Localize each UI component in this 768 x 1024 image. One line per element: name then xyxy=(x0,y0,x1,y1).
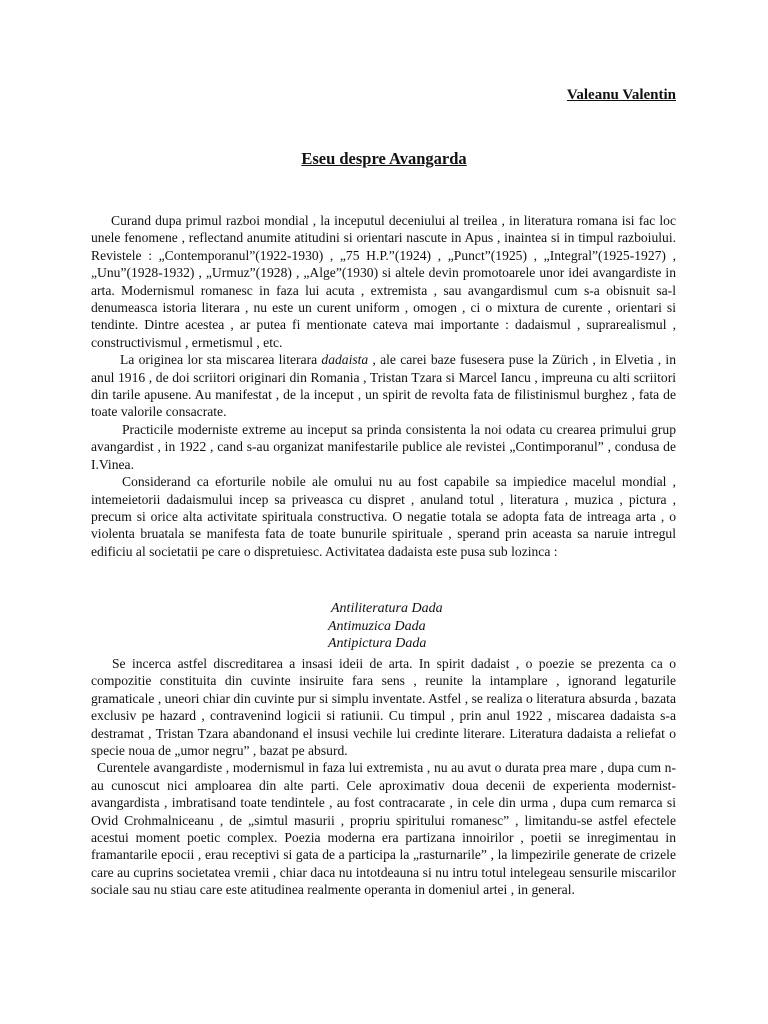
essay-body-part-2 xyxy=(91,655,676,899)
document-title: Eseu despre Avangarda xyxy=(301,149,467,168)
paragraph-4: Considerand ca eforturile nobile ale omului nu au fost capabile sa impiedice macelul mondial , intemeietorii dadaismului incep sa priveasca cu dispret , anuland totul , literatura , muzica , pictura , precum si orice alta activitate spirituala constructiva. O negatie totala se adopta fata de intreaga arta , o violenta bruatala se manifesta fata de toate bunurile spirituale , sperand prin aceasta sa naruie intregul edificiu al societatii pe care o dispretuiesc. Activitatea dadaista este pusa sub lozinca : xyxy=(91,474,676,559)
paragraph-2-start: La originea lor sta miscarea literara xyxy=(120,352,322,368)
paragraph-6: Curentele avangardiste , modernismul in faza lui extremista , nu au avut o durata prea mare , dupa cum n-au cunoscut nici amploarea din alte parti. Cele aproximativ doua decenii de experienta modernist-avangardista , imbratisand toate tendintele , au fost contracarate , in cele din urma , dupa cum remarca si Ovid Crohmalniceanu , de „simtul masurii , propriu spiritului romanesc” , limitandu-se astfel efectele acestui moment poetic complex. Poezia moderna era partizana innoirilor , poetii se inregimentau in framantarile epocii , erau receptivi si gata de a participa la „rasturnarile” , la limpezirile generate de crizele care au cuprins societatea vremii , chiar daca nu intotdeauna si nu intru totul intelegeau sensurile miscarilor sociale sau nu stiau care este atitudinea realmente operanta in domeniul artei , in general. xyxy=(91,760,676,898)
paragraph-5: Se incerca astfel discreditarea a insasi ideii de arta. In spirit dadaist , o poezie se prezenta ca o compozitie constituita din cuvinte insiruite fara sens , reunite la intamplare , ignorand legaturile gramaticale , uneori chiar din cuvinte pur si simplu inventate. Astfel , se realiza o literatura absurda , bazata exclusiv pe hazard , contravenind logicii si ratiunii. Cu timpul , prin anul 1922 , miscarea dadaista s-a destramat , Tristan Tzara abandonand el insusi vechile lui credinte literare. Literatura dadaista a reliefat o specie noua de „umor negru” , bazat pe absurd. xyxy=(91,656,676,759)
verse-line-2: Antimuzica Dada xyxy=(328,618,426,634)
paragraph-2-rest: , ale carei baze fusesera puse la Zürich , in Elvetia , in anul 1916 , de doi scriitori originari din Romania , Tristan Tzara si Marcel Iancu , impreuna cu alti scriitori din tarile apusene. Au manifestat , de la inceput , un spirit de revolta fata de filistinismul burghez , fata de toate valorile consacrate. xyxy=(91,352,676,420)
author-name: Valeanu Valentin xyxy=(566,87,676,103)
verse-line-3: Antipictura Dada xyxy=(328,636,427,651)
slogan-verse xyxy=(328,600,443,653)
paragraph-2 xyxy=(91,351,676,421)
paragraph-1: Curand dupa primul razboi mondial , la inceputul deceniului al treilea , in literatura romana isi fac loc unele fenomene , reflectand anumite atitudini si orientari nascute in Apus , inaintea si in timpul razboiului. Revistele : „Contemporanul”(1922-1930) , „75 H.P.”(1924) , „Punct”(1925) , „Integral”(1925-1927) , „Unu”(1928-1932) , „Urmuz”(1928) , „Alge”(1930) si altele devin promotoarele unor idei avangardiste in arta. Modernismul romanesc in faza lui acuta , extremista , sau avangardismul cum s-a obisnuit sa-l denumeasca istoria literara , nu este un curent uniform , omogen , ci o mixtura de curente , orientari si tendinte. Dintre acestea , ar putea fi mentionate cateva mai importante : dadaismul , suprarealismul , constructivismul , ermetismul , etc. xyxy=(91,213,676,350)
essay-body-part-1 xyxy=(91,212,676,560)
italic-term-dadaista: dadaista xyxy=(321,352,369,368)
verse-line-1: Antiliteratura Dada xyxy=(331,601,443,616)
paragraph-3: Practicile moderniste extreme au inceput sa prinda consistenta la noi odata cu crearea primului grup avangardist , in 1922 , cand s-au organizat manifestarile publice ale revistei „Contimporanul” , condusa de I.Vinea. xyxy=(91,421,676,472)
